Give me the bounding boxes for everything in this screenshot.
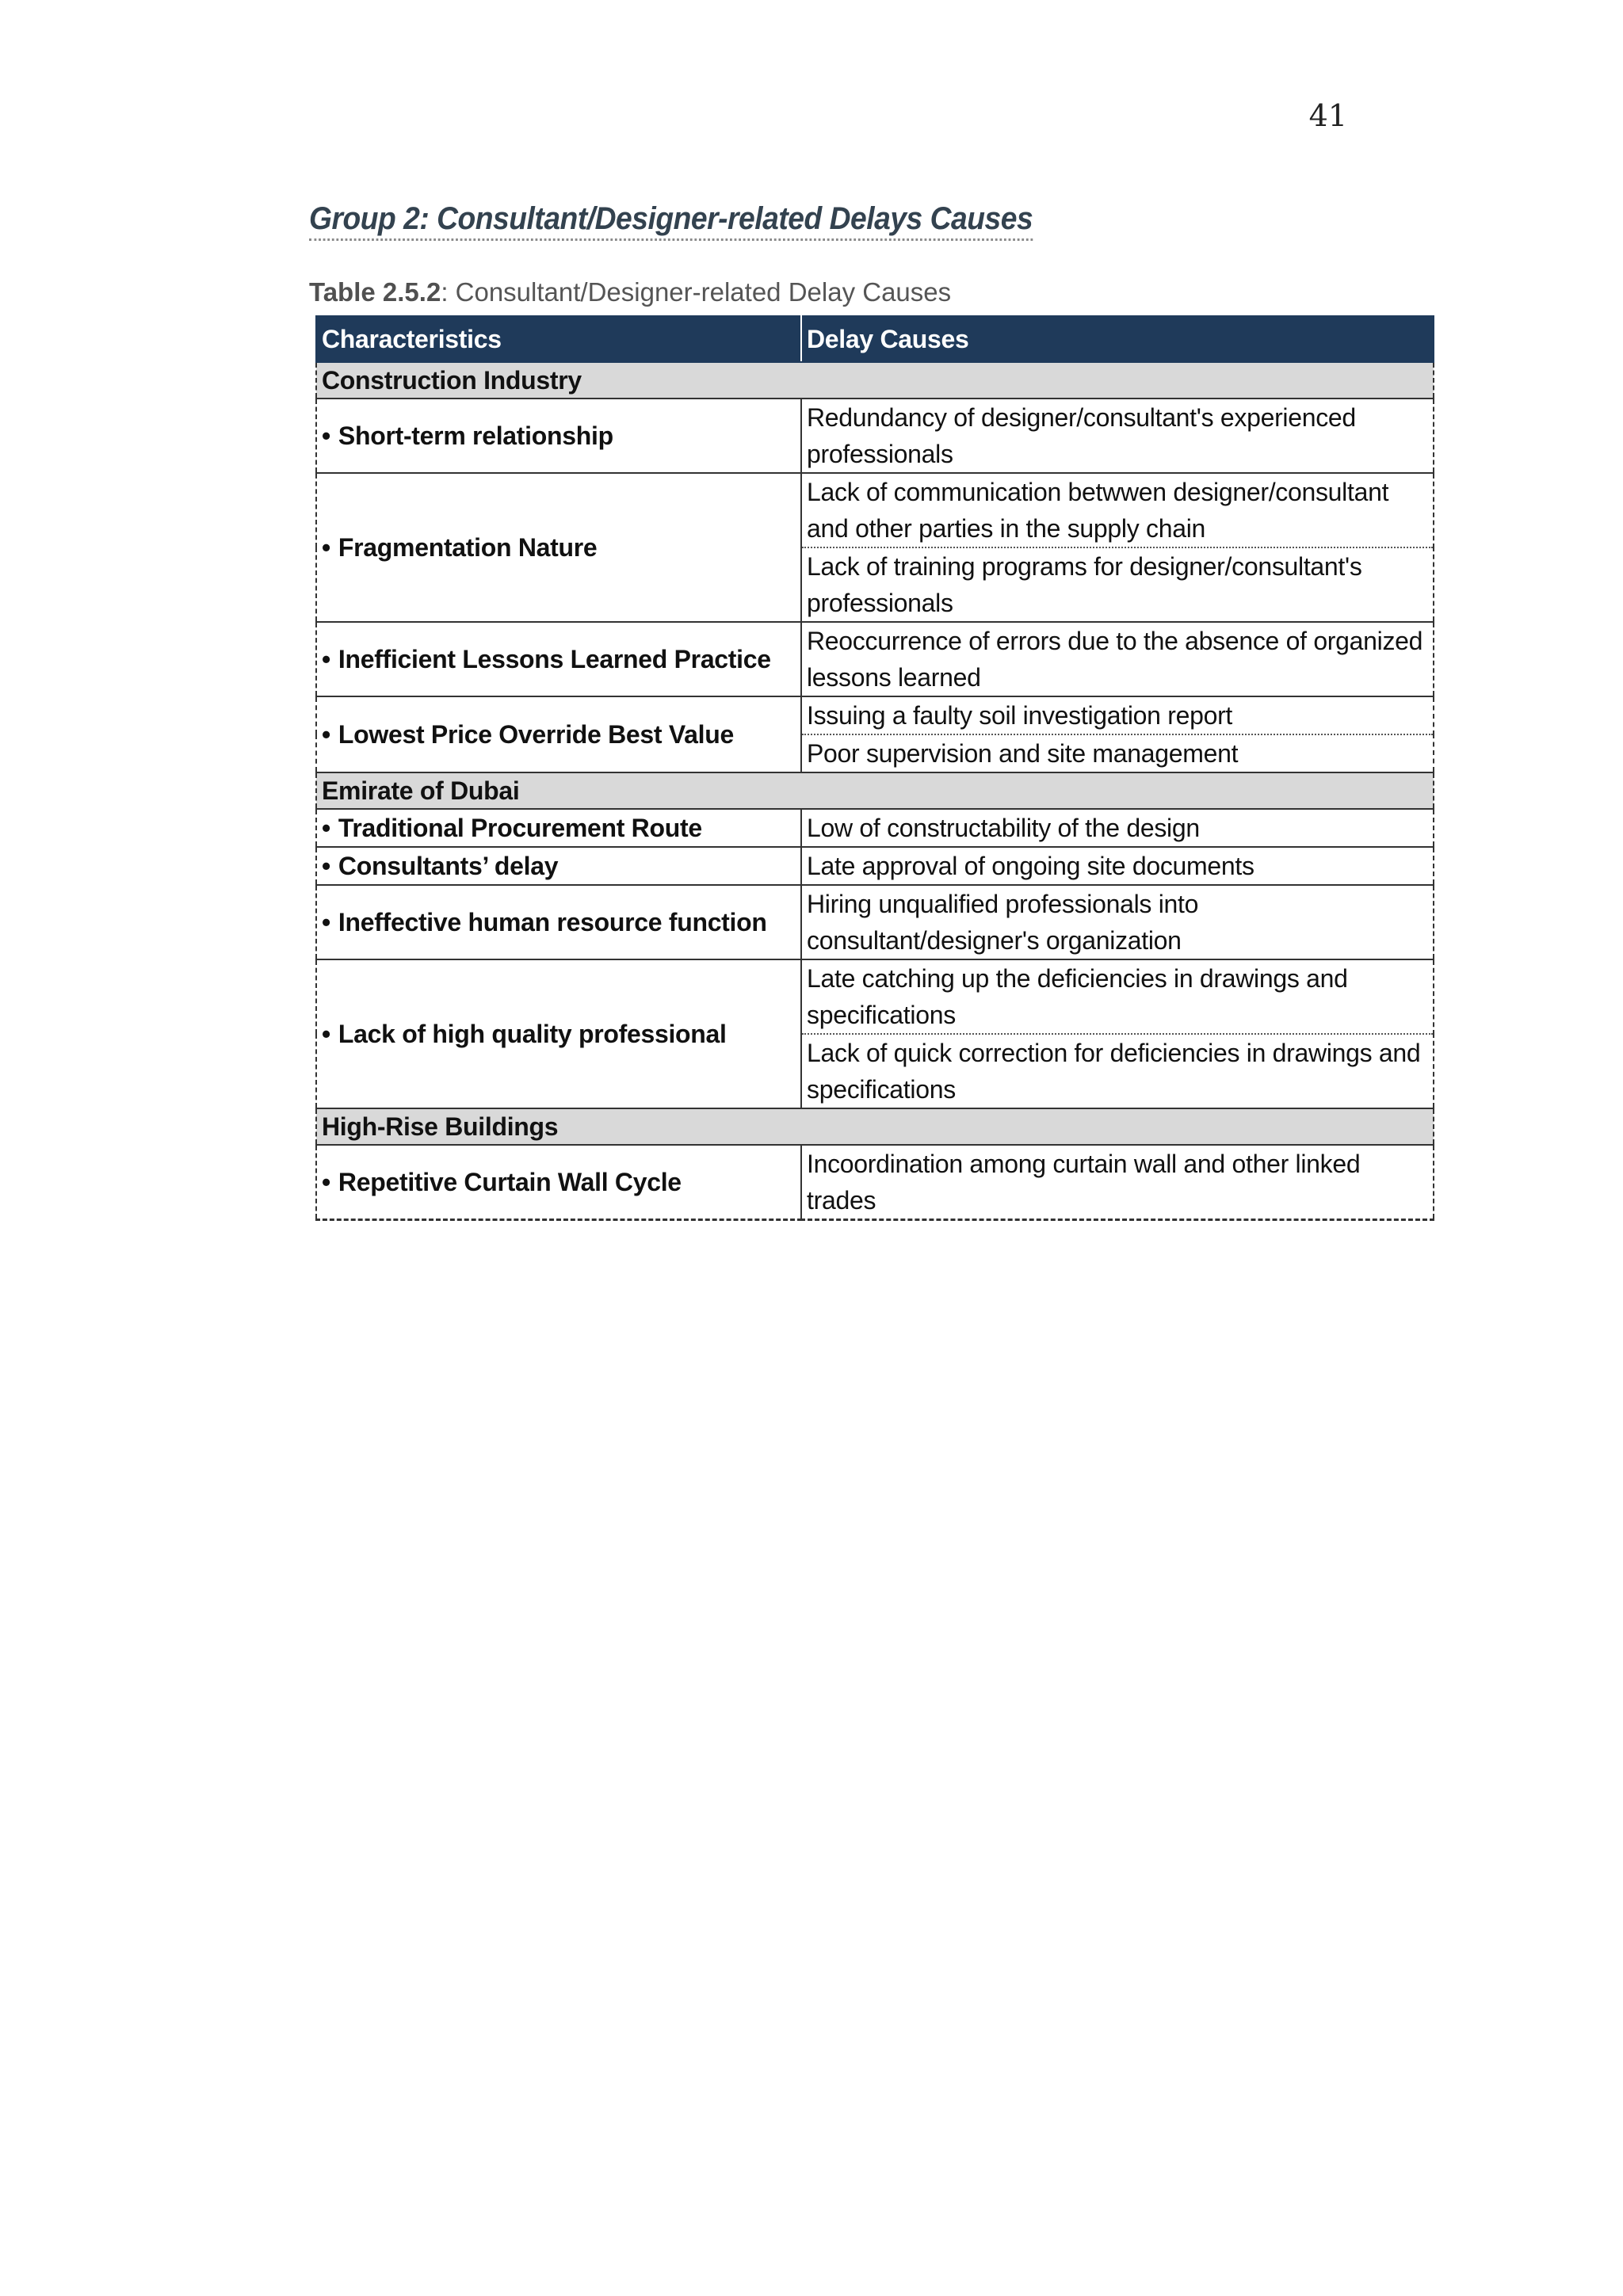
bullet: • <box>322 814 330 842</box>
bullet: • <box>322 1168 330 1196</box>
characteristic-cell <box>316 959 801 1108</box>
table-caption-label: Table 2.5.2 <box>309 277 441 307</box>
bullet: • <box>322 852 330 880</box>
characteristic-text: Repetitive Curtain Wall Cycle <box>338 1168 682 1196</box>
table-row <box>316 1145 1434 1220</box>
characteristic-text: Lowest Price Override Best Value <box>338 720 734 749</box>
header-characteristics: Characteristics <box>316 316 801 362</box>
table-caption-text: : Consultant/Designer-related Delay Causes <box>441 277 952 307</box>
section-row <box>316 362 1434 399</box>
characteristic-cell <box>316 1145 801 1220</box>
section-title: Construction Industry <box>316 362 1434 399</box>
bullet: • <box>322 421 330 450</box>
bullet: • <box>322 908 330 936</box>
characteristic-text: Fragmentation Nature <box>338 533 598 562</box>
bullet: • <box>322 1020 330 1048</box>
characteristic-text: Ineffective human resource function <box>338 908 767 936</box>
header-delay-causes: Delay Causes <box>801 316 1434 362</box>
characteristic-text: Short-term relationship <box>338 421 613 450</box>
section-heading: Group 2: Consultant/Designer-related Delays Causes <box>309 201 1033 241</box>
bullet: • <box>322 645 330 673</box>
delay-cause-cell: Poor supervision and site management <box>801 734 1434 772</box>
delay-cause-cell: Late catching up the deficiencies in drawings and specifications <box>801 959 1434 1034</box>
bullet: • <box>322 720 330 749</box>
characteristic-cell <box>316 885 801 959</box>
delay-cause-cell: Late approval of ongoing site documents <box>801 847 1434 885</box>
page-number: 41 <box>1308 98 1347 133</box>
delay-cause-cell: Redundancy of designer/consultant's experienced professionals <box>801 399 1434 473</box>
delay-cause-cell: Low of constructability of the design <box>801 809 1434 847</box>
delay-cause-cell: Issuing a faulty soil investigation report <box>801 696 1434 734</box>
bullet: • <box>322 533 330 562</box>
characteristic-cell <box>316 622 801 696</box>
delay-cause-cell: Lack of communication betwwen designer/consultant and other parties in the supply chain <box>801 473 1434 547</box>
section-row <box>316 1108 1434 1145</box>
characteristic-text: Lack of high quality professional <box>338 1020 727 1048</box>
section-title: High-Rise Buildings <box>316 1108 1434 1145</box>
table-row <box>316 809 1434 847</box>
table-row <box>316 399 1434 473</box>
section-row <box>316 772 1434 809</box>
delay-cause-cell: Lack of training programs for designer/consultant's professionals <box>801 547 1434 622</box>
table-body <box>316 362 1434 1220</box>
characteristic-text: Inefficient Lessons Learned Practice <box>338 645 771 673</box>
characteristic-cell <box>316 399 801 473</box>
table-row <box>316 696 1434 734</box>
delay-causes-table-container <box>315 315 1433 1221</box>
table-row <box>316 473 1434 547</box>
table-row <box>316 885 1434 959</box>
characteristic-text: Traditional Procurement Route <box>338 814 702 842</box>
characteristic-cell <box>316 809 801 847</box>
table-row <box>316 847 1434 885</box>
characteristic-cell <box>316 696 801 772</box>
delay-cause-cell: Reoccurrence of errors due to the absence of organized lessons learned <box>801 622 1434 696</box>
table-row <box>316 959 1434 1034</box>
delay-causes-table <box>315 315 1434 1221</box>
section-title: Emirate of Dubai <box>316 772 1434 809</box>
characteristic-cell <box>316 847 801 885</box>
table-row <box>316 622 1434 696</box>
delay-cause-cell: Incoordination among curtain wall and other linked trades <box>801 1145 1434 1220</box>
table-header-row <box>316 316 1434 362</box>
characteristic-text: Consultants’ delay <box>338 852 559 880</box>
delay-cause-cell: Hiring unqualified professionals into consultant/designer's organization <box>801 885 1434 959</box>
delay-cause-cell: Lack of quick correction for deficiencies in drawings and specifications <box>801 1034 1434 1108</box>
table-caption <box>309 277 951 307</box>
characteristic-cell <box>316 473 801 622</box>
